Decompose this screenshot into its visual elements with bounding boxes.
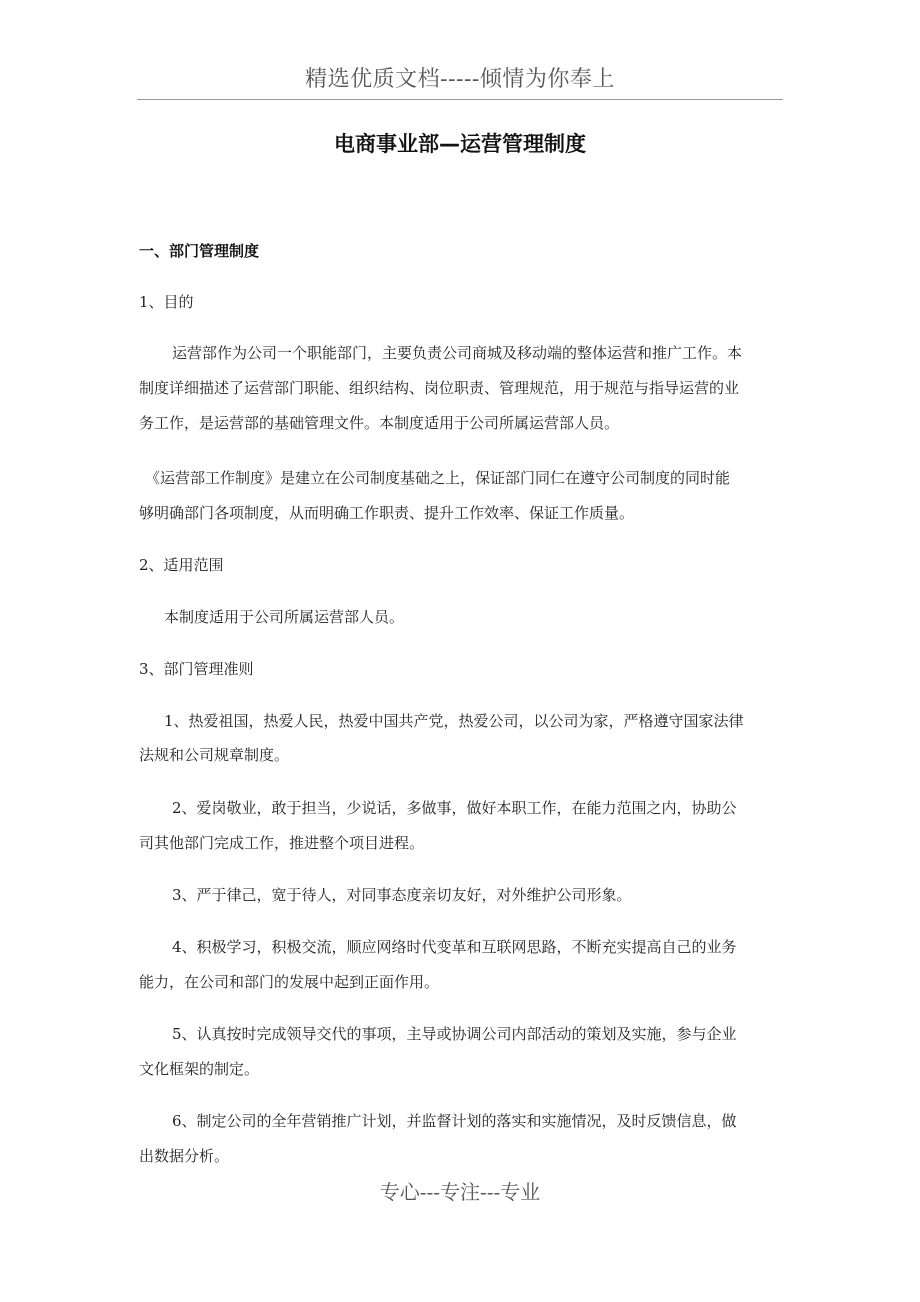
list-item-line: 法规和公司规章制度。 bbox=[139, 746, 290, 764]
list-item-line: 能力，在公司和部门的发展中起到正面作用。 bbox=[139, 973, 440, 991]
paragraph-line: 够明确部门各项制度，从而明确工作职责、提升工作效率、保证工作质量。 bbox=[139, 504, 635, 522]
subsection-label-principles: 3、部门管理准则 bbox=[139, 660, 254, 678]
paragraph-line: 制度详细描述了运营部门职能、组织结构、岗位职责、管理规范，用于规范与指导运营的业 bbox=[139, 379, 740, 397]
section-heading: 一、部门管理制度 bbox=[139, 242, 260, 260]
list-item-line: 3、严于律己，宽于待人，对同事态度亲切友好，对外维护公司形象。 bbox=[172, 886, 632, 904]
page-footer: 专心---专注---专业 bbox=[379, 1180, 541, 1204]
paragraph-line: 《运营部工作制度》是建立在公司制度基础之上，保证部门同仁在遵守公司制度的同时能 bbox=[145, 469, 731, 487]
header-divider bbox=[137, 99, 783, 100]
page-header: 精选优质文档-----倾情为你奉上 bbox=[305, 67, 615, 92]
list-item-line: 文化框架的制定。 bbox=[139, 1060, 260, 1078]
list-item-line: 2、爱岗敬业，敢于担当，少说话，多做事，做好本职工作，在能力范围之内，协助公 bbox=[172, 799, 737, 817]
paragraph-line: 本制度适用于公司所属运营部人员。 bbox=[164, 608, 405, 626]
list-item-line: 出数据分析。 bbox=[139, 1147, 230, 1165]
list-item-line: 5、认真按时完成领导交代的事项，主导或协调公司内部活动的策划及实施，参与企业 bbox=[172, 1025, 737, 1043]
document-title: 电商事业部—运营管理制度 bbox=[334, 132, 586, 156]
paragraph-line: 务工作，是运营部的基础管理文件。本制度适用于公司所属运营部人员。 bbox=[139, 414, 620, 432]
subsection-label-purpose: 1、目的 bbox=[139, 293, 194, 311]
paragraph-line: 运营部作为公司一个职能部门，主要负责公司商城及移动端的整体运营和推广工作。本 bbox=[172, 344, 743, 362]
list-item-line: 1、热爱祖国，热爱人民，热爱中国共产党，热爱公司，以公司为家，严格遵守国家法律 bbox=[164, 712, 744, 730]
subsection-label-scope: 2、适用范围 bbox=[139, 556, 224, 574]
list-item-line: 司其他部门完成工作，推进整个项目进程。 bbox=[139, 834, 425, 852]
list-item-line: 4、积极学习，积极交流，顺应网络时代变革和互联网思路，不断充实提高自己的业务 bbox=[172, 938, 737, 956]
list-item-line: 6、制定公司的全年营销推广计划，并监督计划的落实和实施情况，及时反馈信息，做 bbox=[172, 1112, 737, 1130]
